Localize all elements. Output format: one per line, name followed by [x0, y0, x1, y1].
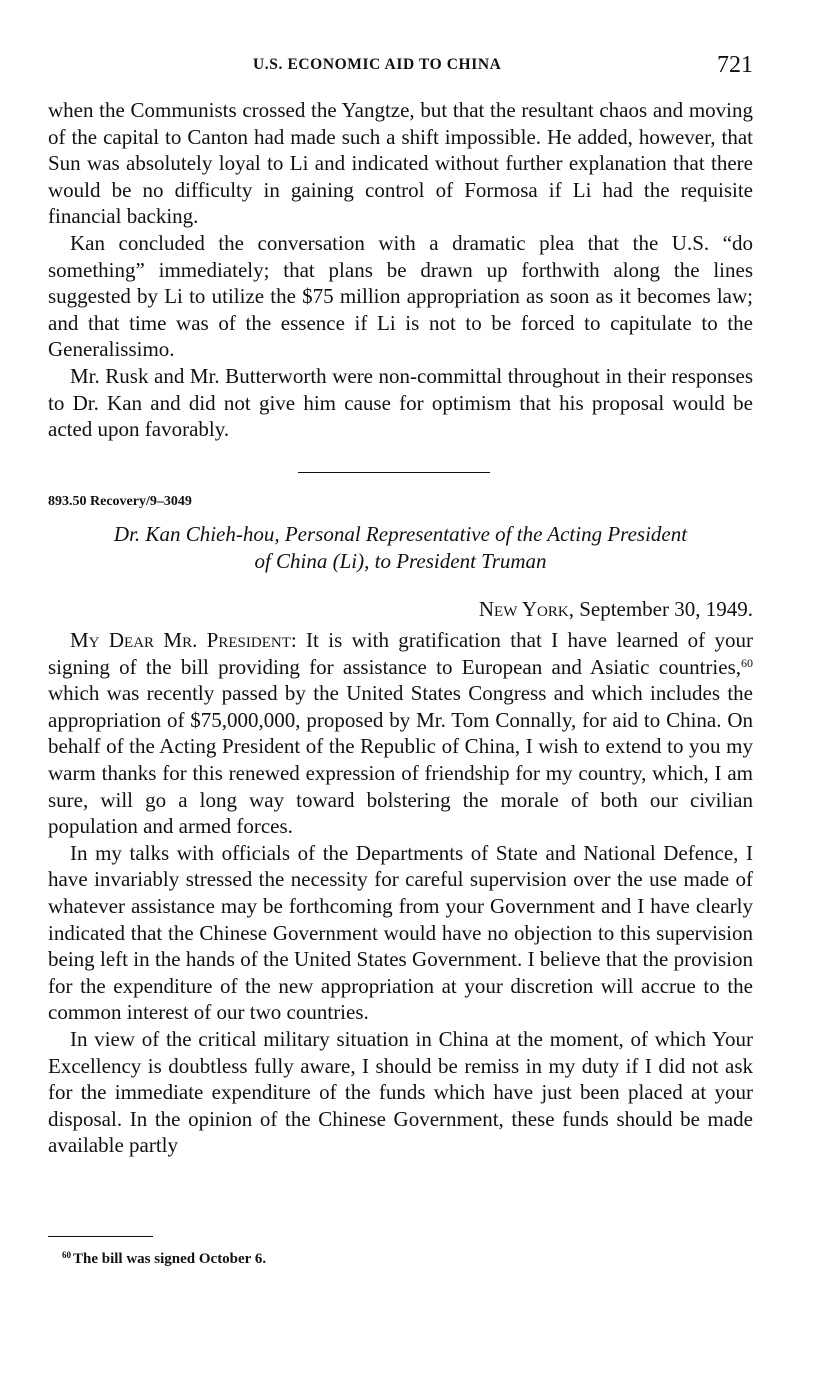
- document-title: [48, 521, 753, 575]
- running-header: [48, 52, 753, 78]
- dateline-place: New York: [478, 597, 569, 621]
- section-divider: [298, 472, 490, 473]
- paragraph-continued: when the Communists crossed the Yangtze, but that the resultant chaos and moving of the capital to Canton had made such a shift impossible. He added, however, that Sun was absolutely loyal to Li and indicated without further explanation that there would be no difficulty in gaining control of Formosa if Li had the requisite financial backing.: [48, 98, 753, 229]
- continued-memorandum: [48, 97, 753, 443]
- paragraph-rusk-response: Mr. Rusk and Mr. Butterworth were non-committal throughout in their responses to Dr. Kan and did not give him cause for optimism that his proposal would be acted upon favorably.: [48, 363, 753, 442]
- paragraph-kan-plea: Kan concluded the conversation with a dramatic plea that the U.S. “do something” immediately; that plans be drawn up forthwith along the lines suggested by Li to utilize the $75 million appropriation as soon as it becomes law; and that time was of the essence if Li is not to be forced to capitulate to the Generalissimo.: [48, 230, 753, 362]
- footnote: [62, 1250, 266, 1268]
- running-title: U.S. ECONOMIC AID TO CHINA: [253, 56, 502, 73]
- footnote-divider: [48, 1236, 153, 1237]
- letter-paragraph-1: [48, 627, 753, 840]
- document-title-line-2: of China (Li), to President Truman: [254, 549, 547, 573]
- letter-paragraph-2: In my talks with officials of the Departments of State and National Defence, I have invariably stressed the necessity for careful supervision over the use made of whatever assistance may be forthcoming from your Government and I have clearly indicated that the Chinese Government would have no objection to this supervision being left in the hands of the United States Government. I believe that the provision for the expenditure of the new appropriation at your discretion will accrue to the common interest of our two countries.: [48, 840, 753, 1025]
- footnote-reference[interactable]: 60: [741, 655, 753, 670]
- salutation: My Dear Mr. President: [70, 628, 291, 652]
- document-page: [48, 0, 753, 1380]
- letter-paragraph-3: In view of the critical military situation in China at the moment, of which Your Excellency is doubtless fully aware, I should be remiss in my duty if I did not ask for the immediate expenditure of the funds which have just been placed at your disposal. In the opinion of the Chinese Government, these funds should be made available partly: [48, 1026, 753, 1158]
- file-number: 893.50 Recovery/9–3049: [48, 494, 192, 509]
- page-number: 721: [717, 52, 753, 78]
- dateline-date: , September 30, 1949.: [568, 597, 753, 621]
- letter-paragraph-1-text-b: which was recently passed by the United States Congress and which includes the appropriation of $75,000,000, proposed by Mr. Tom Connally, for aid to China. On behalf of the Acting President of the Republic of China, I wish to extend to you my warm thanks for this renewed expression of friendship for my country, which, I am sure, will go a long way toward bolstering the morale of both our civilian population and armed forces.: [48, 681, 753, 839]
- document-title-line-1: Dr. Kan Chieh-hou, Personal Representative of the Acting President: [113, 522, 688, 546]
- dateline: [479, 597, 753, 622]
- letter-body: [48, 627, 753, 1159]
- letter-paragraph-1-text-a: : It is with gratification that I have learned of your signing of the bill providing for assistance to European and Asiatic countries,: [48, 628, 753, 679]
- footnote-text: The bill was signed October 6.: [73, 1251, 267, 1267]
- footnote-mark: 60: [62, 1250, 71, 1260]
